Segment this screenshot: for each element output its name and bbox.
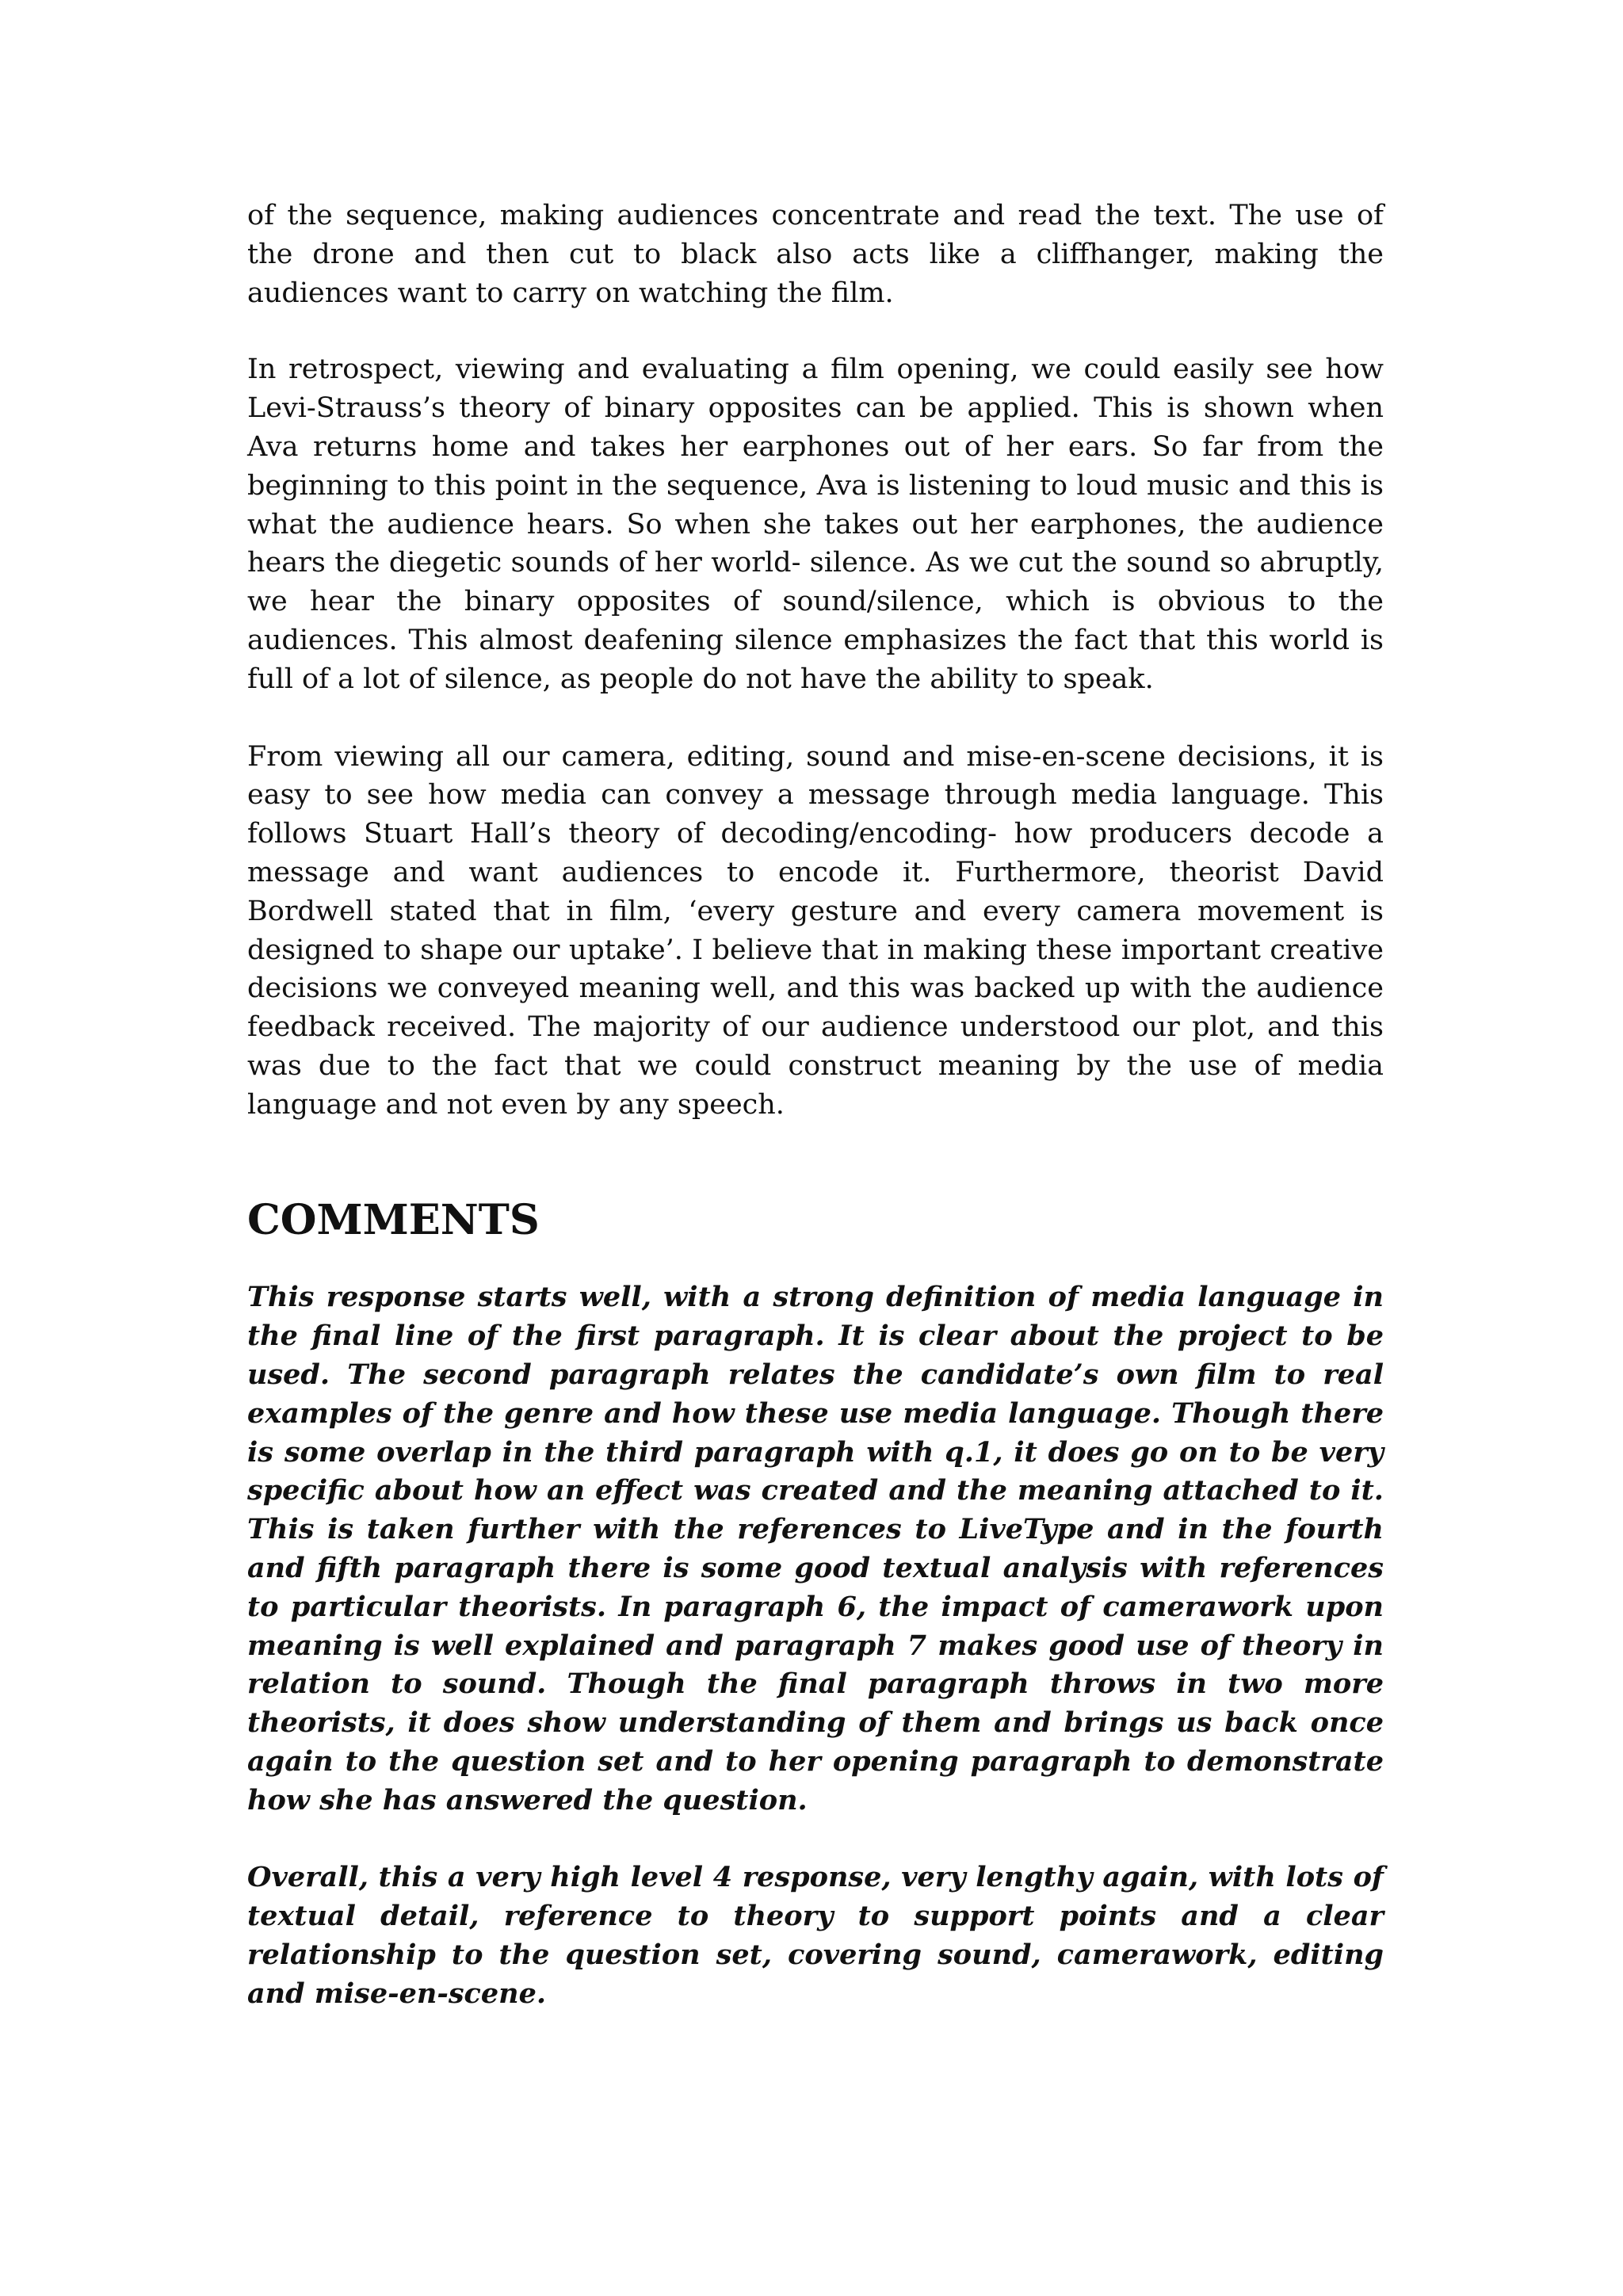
comment-paragraph-2: Overall, this a very high level 4 response, very lengthy again, with lots of textual detail, reference to theory to support points and a clear relationship to the question set, covering sound, camerawork, editing and mise-en-scene. [247,1861,1384,2010]
comments-heading: COMMENTS [247,1195,540,1244]
body-paragraph-2: In retrospect, viewing and evaluating a film opening, we could easily see how Levi-Strauss’s theory of binary opposites can be applied. This is shown when Ava returns home and takes her earphones out of her ears. So far from the beginning to this point in the sequence, Ava is listening to loud music and this is what the audience hears. So when she takes out her earphones, the audience hears the diegetic sounds of her world- silence. As we cut the sound so abruptly, we hear the binary opposites of sound/silence, which is obvious to the audiences. This almost deafening silence emphasizes the fact that this world is full of a lot of silence, as people do not have the ability to speak. [247,353,1384,695]
body-paragraph-3: From viewing all our camera, editing, sound and mise-en-scene decisions, it is easy to see how media can convey a message through media language. This follows Stuart Hall’s theory of decoding/encoding- how producers decode a message and want audiences to encode it. Furthermore, theorist David Bordwell stated that in film, ‘every gesture and every camera movement is designed to shape our uptake’. I believe that in making these important creative decisions we conveyed meaning well, and this was backed up with the audience feedback received. The majority of our audience understood our plot, and this was due to the fact that we could construct meaning by the use of media language and not even by any speech. [247,740,1384,1121]
comment-paragraph-1: This response starts well, with a strong definition of media language in the final line of the first paragraph. It is clear about the project to be used. The second paragraph relates the candidate’s own film to real examples of the genre and how these use media language. Though there is some overlap in the third paragraph with q.1, it does go on to be very specific about how an effect was created and the meaning attached to it. This is taken further with the references to LiveType and in the fourth and fifth paragraph there is some good textual analysis with references to particular theorists. In paragraph 6, the impact of camerawork upon meaning is well explained and paragraph 7 makes good use of theory in relation to sound. Though the final paragraph throws in two more theorists, it does show understanding of them and brings us back once again to the question set and to her opening paragraph to demonstrate how she has answered the question. [247,1281,1384,1817]
document-page [247,197,1384,2014]
body-paragraph-1: of the sequence, making audiences concentrate and read the text. The use of the drone and then cut to black also acts like a cliffhanger, making the audiences want to carry on watching the film. [247,200,1384,309]
